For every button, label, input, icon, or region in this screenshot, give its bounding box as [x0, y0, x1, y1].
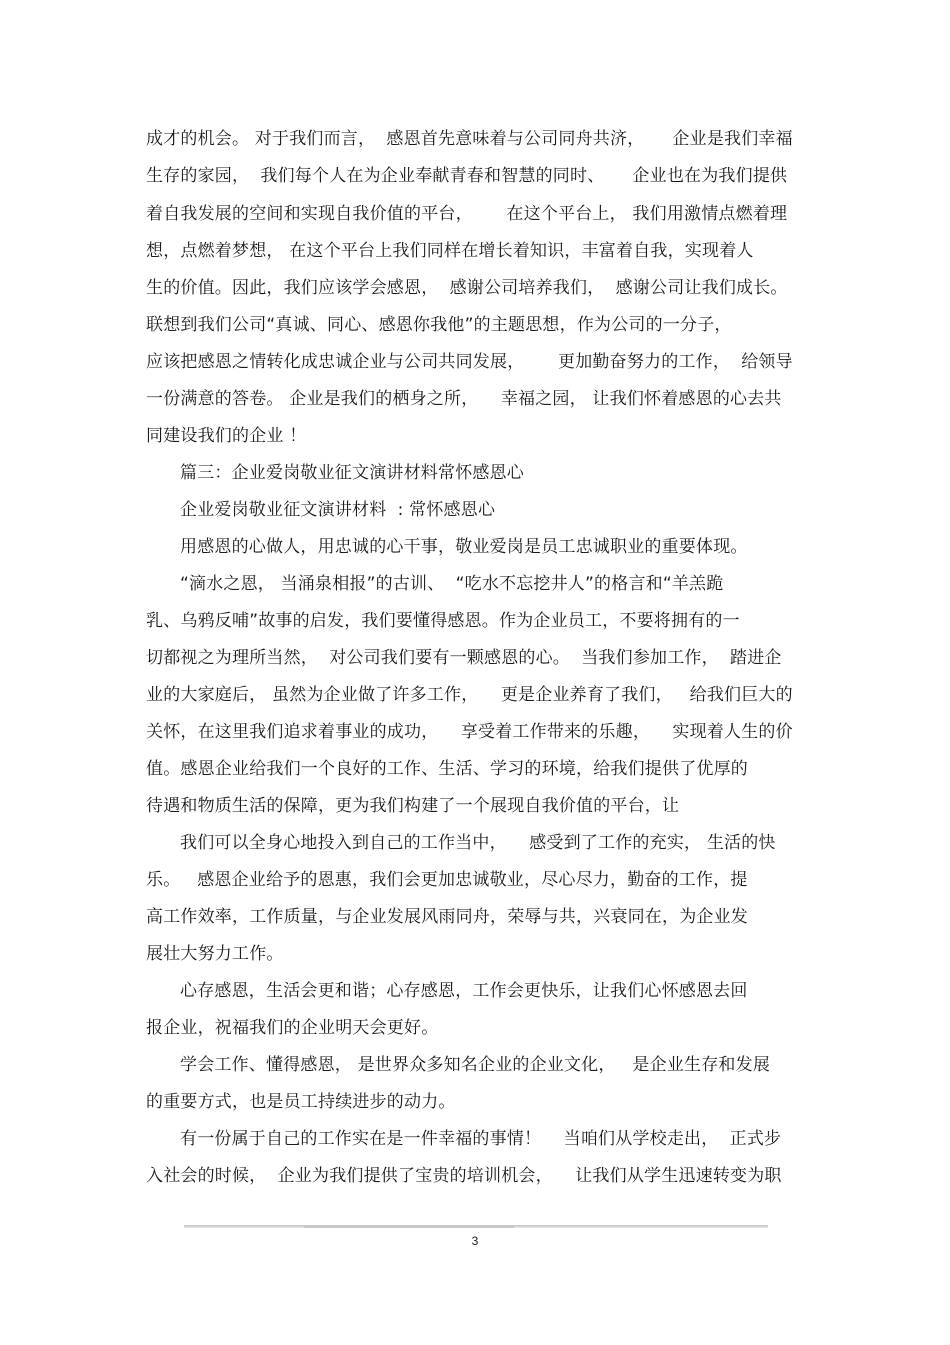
text-line: 关怀，在这里我们追求着事业的成功， 享受着工作带来的乐趣， 实现着人生的价 — [146, 722, 793, 742]
text-line: 乐。 感恩企业给予的恩惠，我们会更加忠诚敬业，尽心尽力，勤奋的工作，提 — [146, 870, 748, 890]
text-line: 展壮大努力工作。 — [146, 944, 284, 964]
text-line: 业的大家庭后， 虽然为企业做了许多工作， 更是企业养育了我们， 给我们巨大的 — [146, 685, 793, 705]
text-line: 报企业，祝福我们的企业明天会更好。 — [146, 1018, 439, 1038]
text-line: 切都视之为理所当然， 对公司我们要有一颗感恩的心。 当我们参加工作， 踏进企 — [146, 648, 782, 668]
text-line: 值。感恩企业给我们一个良好的工作、生活、学习的环境，给我们提供了优厚的 — [146, 759, 748, 779]
text-line: 学会工作、懂得感恩， 是世界众多知名企业的企业文化， 是企业生存和发展 — [180, 1055, 771, 1075]
text-line: 心存感恩，生活会更和谐；心存感恩，工作会更快乐，让我们心怀感恩去回 — [180, 981, 748, 1001]
footer-divider — [184, 1225, 768, 1228]
text-line: 成才的机会。 对于我们而言， 感恩首先意味着与公司同舟共济， 企业是我们幸福 — [146, 129, 793, 149]
text-line: “滴水之恩， 当涌泉相报”的古训、 “吃水不忘挖井人”的格言和“羊羔跪 — [180, 574, 724, 594]
text-line: 生的价值。因此，我们应该学会感恩， 感谢公司培养我们， 感谢公司让我们成长。 — [146, 278, 788, 298]
text-line: 应该把感恩之情转化成忠诚企业与公司共同发展， 更加勤奋努力的工作， 给领导 — [146, 352, 793, 372]
page-number: 3 — [471, 1234, 479, 1248]
text-line: 一份满意的答卷。 企业是我们的栖身之所， 幸福之园， 让我们怀着感恩的心去共 — [146, 389, 782, 409]
text-line: 乳、乌鸦反哺”故事的启发，我们要懂得感恩。作为企业员工，不要将拥有的一 — [146, 611, 740, 631]
text-line: 着自我发展的空间和实现自我价值的平台， 在这个平台上， 我们用激情点燃着理 — [146, 204, 788, 224]
text-line: 有一份属于自己的工作实在是一件幸福的事情！ 当咱们从学校走出， 正式步 — [180, 1129, 782, 1149]
text-line: 待遇和物质生活的保障，更为我们构建了一个展现自我价值的平台，让 — [146, 796, 680, 816]
text-line: 同建设我们的企业 ！ — [146, 426, 307, 446]
text-line: 我们可以全身心地投入到自己的工作当中， 感受到了工作的充实， 生活的快 — [180, 833, 776, 853]
text-line: 高工作效率，工作质量，与企业发展风雨同舟，荣辱与共，兴衰同在，为企业发 — [146, 907, 748, 927]
text-line: 联想到我们公司“真诚、同心、感恩你我他”的主题思想，作为公司的一分子， — [146, 315, 732, 335]
text-line: 生存的家园， 我们每个人在为企业奉献青春和智慧的同时、 企业也在为我们提供 — [146, 166, 788, 186]
text-line: 的重要方式，也是员工持续进步的动力。 — [146, 1092, 456, 1112]
section-heading: 篇三：企业爱岗敬业征文演讲材料常怀感恩心 — [180, 463, 524, 483]
text-line: 入社会的时候， 企业为我们提供了宝贵的培训机会， 让我们从学生迅速转变为职 — [146, 1166, 782, 1186]
article-title: 企业爱岗敬业征文演讲材料 : 常怀感恩心 — [180, 500, 496, 520]
text-line: 想，点燃着梦想， 在这个平台上我们同样在增长着知识，丰富着自我，实现着人 — [146, 241, 754, 261]
text-line: 用感恩的心做人，用忠诚的心干事，敬业爱岗是员工忠诚职业的重要体现。 — [180, 537, 748, 557]
